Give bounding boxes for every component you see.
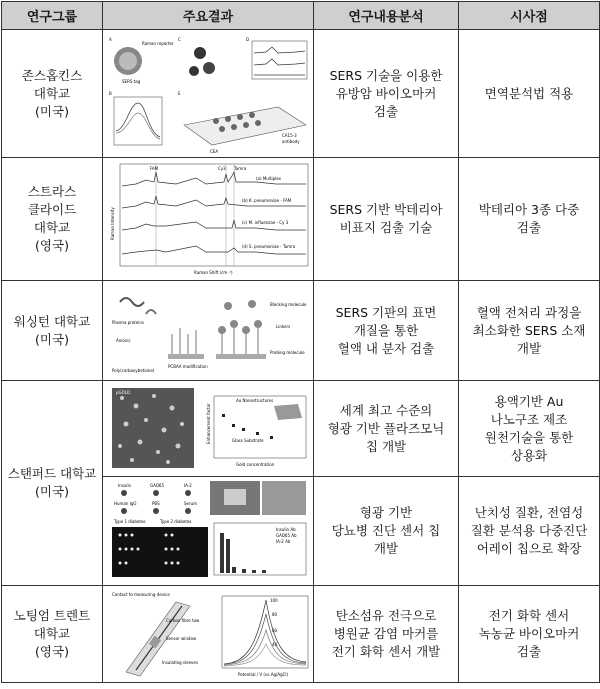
implication-cell: 박테리아 3종 다중 검출 [459,158,600,281]
figure-label: SERS tag [121,78,140,84]
figure-label: GAD65 [149,483,164,488]
analysis-cell: 세계 최고 수준의 형광 기반 플라즈모닉 칩 개발 [314,381,459,477]
figure-label: Serum [183,501,197,506]
table-row [2,158,600,281]
figure-label: pGOLD [115,389,130,395]
figure-label: Cy3 [217,166,226,171]
implication-cell: 난치성 질환, 전염성 질환 분석용 다중진단 어레이 칩으로 확장 [459,477,600,586]
nanoparticle-cluster [194,47,206,59]
figure-label: Au Nanostructures [235,397,273,403]
group-cell: 스탠퍼드 대학교 (미국) [2,381,103,586]
figure-label: Probing molecule [269,349,305,355]
figure-label: IA-2 [183,483,192,488]
header-research-analysis: 연구내용분석 [314,2,459,30]
analysis-cell: SERS 기판의 표면 개질을 통한 혈액 내 분자 검출 [314,281,459,381]
figure-label: 80 [271,612,277,617]
table-row [2,381,600,477]
panel-label: C [177,36,181,42]
figure-label: Blocking molecule [269,301,306,307]
figure-cell [103,281,314,381]
figure-label: Insulin [117,483,131,488]
figure-label: (c) M. influenzae - Cy 3 [241,220,288,225]
y-axis-label: Enhancement factor [205,402,211,444]
implication-cell: 혈액 전처리 과정을 최소화한 SERS 소재 개발 [459,281,600,381]
figure-label: 60 [271,628,277,633]
implication-cell: 용액기반 Au 나노구조 제조 원천기술을 통한 상용화 [459,381,600,477]
figure-cell [103,586,314,683]
figure-label: Sensor window [165,636,196,641]
sers-breast-cancer-figure [106,33,311,155]
analysis-cell: 탄소섬유 전극으로 병원균 감염 마커를 전기 화학 센서 개발 [314,586,459,683]
x-axis-label: Raman Shift (cm⁻¹) [193,270,233,275]
figure-label: Contact to measuring device [111,592,170,597]
figure-label: Type 2 diabetes [159,519,191,524]
figure-label: CEA [209,148,218,154]
diabetes-chip-figure [106,479,311,583]
research-table [1,1,600,683]
figure-label: Insulating sleeves [161,660,198,665]
header-research-group: 연구그룹 [2,2,103,30]
figure-label: Type 1 diabetes [113,519,145,524]
implication-cell: 전기 화학 센서 녹농균 바이오마커 검출 [459,586,600,683]
figure-label: PCBAA modification [167,363,208,369]
figure-label: Tamra [233,166,246,171]
figure-label: Poly(carboxybetaine) [111,367,154,373]
panel-label: B [108,90,112,96]
group-cell: 워싱턴 대학교 (미국) [2,281,103,381]
raman-spectra-figure [106,160,311,278]
analysis-cell: SERS 기술을 이용한 유방암 바이오마커 검출 [314,30,459,158]
table-row [2,30,600,158]
surface-modification-figure [106,284,311,378]
figure-label: Raman reporter [141,40,174,46]
figure-label: Anionic [115,337,131,343]
figure-label: PBS [151,501,160,506]
figure-label: (b) K. pneumoniae - FAM [241,198,291,203]
group-cell: 스트라스 클라이드 대학교 (영국) [2,158,103,281]
figure-label: (d) S. pneumoniae - Tamra [241,244,295,249]
figure-label: Glass Substrate [231,437,263,443]
header-implications: 시사점 [459,2,600,30]
panel-label: A [108,36,112,42]
plasma-protein-shape [120,298,144,306]
figure-cell [103,158,314,281]
figure-cell [103,381,314,477]
table-row [2,586,600,683]
carbon-fibre-sensor-figure [106,588,311,680]
implication-cell: 면역분석법 적용 [459,30,600,158]
figure-label: CA15-3 [281,132,297,138]
x-axis-label: Potential / V (vs.Ag/AgCl) [237,672,288,677]
y-axis-label: Raman Intensity [109,207,115,240]
sem-image [112,388,194,468]
x-axis-label: Gold concentration [235,461,274,467]
header-row [2,2,600,30]
group-cell: 노팅엄 트렌트 대학교 (영국) [2,586,103,683]
table-row [2,281,600,381]
figure-label: 40 [271,642,277,647]
figure-label: FAM [149,166,158,171]
figure-label: Carbon fibre tow [165,618,199,623]
legend-label: IA-2 Ab [275,539,290,544]
figure-label: (a) Multiplex [255,176,281,181]
analysis-cell: 형광 기반 당뇨병 진단 센서 칩 개발 [314,477,459,586]
panel-label: E [177,90,181,96]
figure-label: Plasma proteins [111,319,144,325]
figure-cell [103,477,314,586]
group-cell: 존스홉킨스 대학교 (미국) [2,30,103,158]
figure-label: Linkers [275,323,290,329]
figure-label: antibody [281,138,300,144]
panel-label: D [245,36,249,42]
figure-label: 100 [269,598,278,603]
legend-label: GAD65 Ab [275,533,297,538]
analysis-cell: SERS 기반 박테리아 비표지 검출 기술 [314,158,459,281]
figure-label: Human IgG [113,501,137,506]
legend-label: Insulin Ab [275,527,296,532]
figure-cell [103,30,314,158]
plasmonic-chip-figure [106,384,311,474]
header-main-results: 주요결과 [103,2,314,30]
